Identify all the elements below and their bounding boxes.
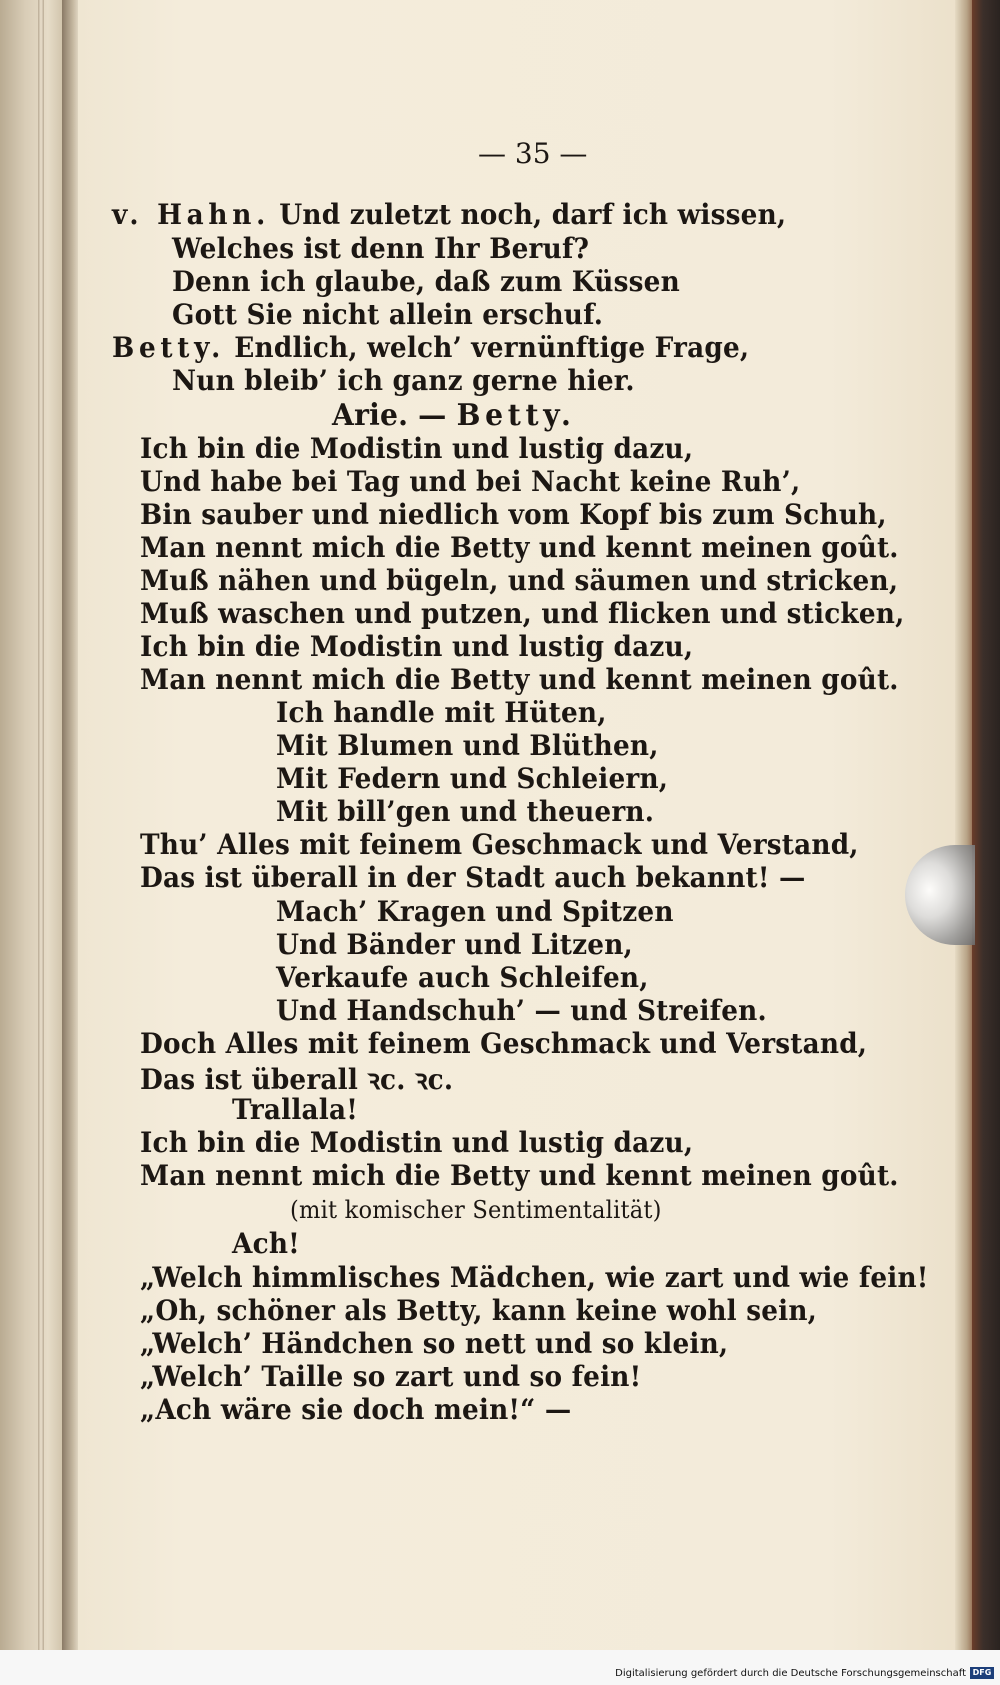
book-cover-edge xyxy=(972,0,1000,1650)
verse-line: Verkaufe auch Schleifen, xyxy=(276,961,649,994)
stage-direction: (mit komischer Sentimentalität) xyxy=(290,1196,662,1224)
verse-line: „Ach wäre sie doch mein!“ — xyxy=(140,1393,572,1426)
dialogue-text: Und zuletzt noch, darf ich wissen, xyxy=(279,198,787,231)
verse-line: Und Handschuh’ — und Streifen. xyxy=(276,994,767,1027)
verse-line: Ach! xyxy=(232,1227,300,1260)
verse-line: Das ist überall in der Stadt auch bekannt! — xyxy=(140,861,806,894)
verse-line: Man nennt mich die Betty und kennt meinen goût. xyxy=(140,1159,899,1192)
verse-line: Trallala! xyxy=(232,1093,358,1126)
aria-label: Arie. xyxy=(332,398,409,433)
verse-line: Und habe bei Tag und bei Nacht keine Ruh’, xyxy=(140,465,801,498)
speaker-label: Betty. xyxy=(112,331,225,364)
verse-line: Das ist überall ꝛc. ꝛc. xyxy=(140,1063,454,1096)
dialogue-line: Nun bleib’ ich ganz gerne hier. xyxy=(172,364,635,397)
digitization-credit: Digitalisierung gefördert durch die Deutsche Forschungsgemeinschaft xyxy=(615,1668,966,1679)
verse-line: Und Bänder und Litzen, xyxy=(276,928,633,961)
verse-line: Ich handle mit Hüten, xyxy=(276,696,607,729)
verse-line: Mit Federn und Schleiern, xyxy=(276,762,669,795)
dialogue-line: Welches ist denn Ihr Beruf? xyxy=(172,232,590,265)
dialogue-line xyxy=(112,198,786,231)
book-page xyxy=(78,0,962,1650)
aria-singer: Betty. xyxy=(456,398,576,433)
verse-line: Ich bin die Modistin und lustig dazu, xyxy=(140,630,694,663)
verse-line: Ich bin die Modistin und lustig dazu, xyxy=(140,1126,694,1159)
verse-line: Mit Blumen und Blüthen, xyxy=(276,729,659,762)
verse-line: Man nennt mich die Betty und kennt meinen goût. xyxy=(140,663,899,696)
verse-line: „Welch’ Händchen so nett und so klein, xyxy=(140,1327,729,1360)
aria-heading xyxy=(332,398,576,433)
verse-line: Doch Alles mit feinem Geschmack und Verstand, xyxy=(140,1027,868,1060)
dialogue-text: Endlich, welch’ vernünftige Frage, xyxy=(234,331,750,364)
speaker-label: v. Hahn. xyxy=(112,198,270,231)
dialogue-line: Gott Sie nicht allein erschuf. xyxy=(172,298,604,331)
verse-line: Bin sauber und niedlich vom Kopf bis zum Schuh, xyxy=(140,498,887,531)
verse-line: „Oh, schöner als Betty, kann keine wohl sein, xyxy=(140,1294,818,1327)
verse-line: Mach’ Kragen und Spitzen xyxy=(276,895,674,928)
verse-line: Thu’ Alles mit feinem Geschmack und Verstand, xyxy=(140,828,859,861)
page-number: — 35 — xyxy=(478,137,588,170)
verse-line: Man nennt mich die Betty und kennt meinen goût. xyxy=(140,531,899,564)
verse-line: Mit bill’gen und theuern. xyxy=(276,795,655,828)
dfg-logo: DFG xyxy=(970,1667,994,1679)
dialogue-line: Denn ich glaube, daß zum Küssen xyxy=(172,265,680,298)
dialogue-line xyxy=(112,331,749,364)
left-page-edge xyxy=(0,0,64,1650)
verse-line: Ich bin die Modistin und lustig dazu, xyxy=(140,432,694,465)
verse-line: „Welch himmlisches Mädchen, wie zart und wie fein! xyxy=(140,1261,929,1294)
verse-line: Muß waschen und putzen, und flicken und sticken, xyxy=(140,597,905,630)
left-page-fold xyxy=(38,0,44,1650)
verse-line: „Welch’ Taille so zart und so fein! xyxy=(140,1360,642,1393)
aria-dash: — xyxy=(418,398,447,433)
verse-line: Muß nähen und bügeln, und säumen und stricken, xyxy=(140,564,899,597)
